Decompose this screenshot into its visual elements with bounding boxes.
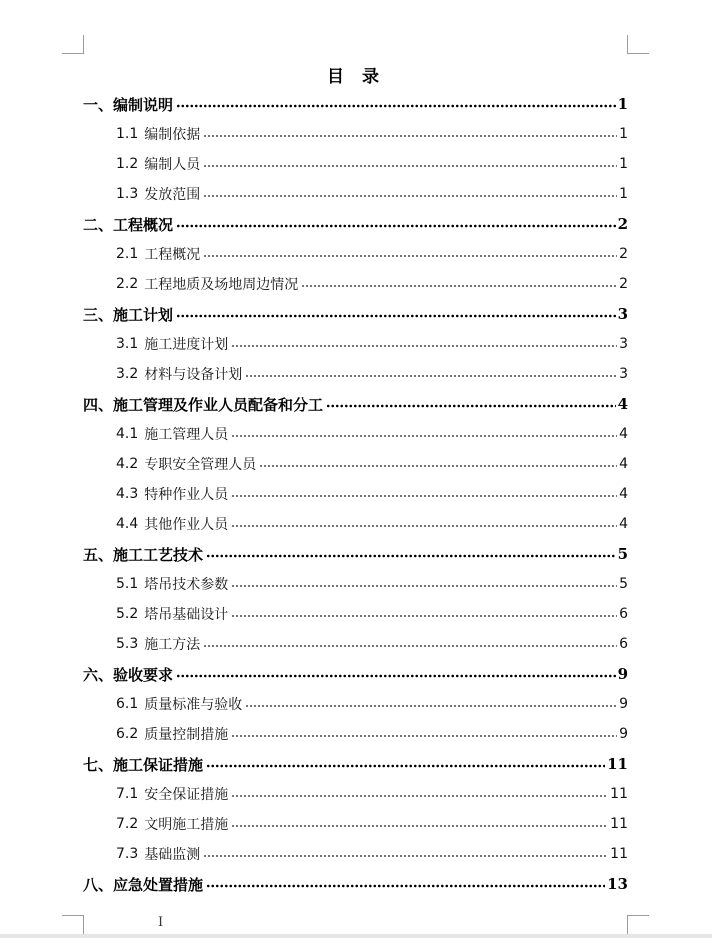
dot-leader [203,129,617,143]
toc-entry-number: 1.2 [116,156,139,172]
toc-entry-number: 4.1 [116,426,139,442]
crop-mark-top-right [627,53,649,54]
toc-section-entry[interactable] [83,719,628,749]
toc-page-number: 4 [619,516,628,532]
dot-leader [176,219,616,233]
toc-chapter-entry[interactable] [83,869,628,899]
toc-chapter-entry[interactable] [83,89,628,119]
toc-entry-title: 其他作业人员 [144,517,229,533]
crop-mark-top-left [83,35,84,54]
toc-page-number: 13 [607,875,628,893]
toc-entry-title: 施工管理人员 [144,427,229,443]
dot-leader [203,249,617,263]
toc-entry-title: 八、应急处置措施 [83,875,204,894]
toc-page-number: 3 [619,336,628,352]
toc-section-entry[interactable] [83,329,628,359]
toc-page-number: 2 [619,276,628,292]
toc-section-entry[interactable] [83,509,628,539]
toc-page-number: 9 [617,665,628,683]
toc-page-number: 5 [617,545,628,563]
toc-entry-number: 3.1 [116,336,139,352]
toc-entry-number: 2.2 [116,276,139,292]
toc-entry-title: 塔吊技术参数 [144,577,229,593]
dot-leader [203,849,608,863]
toc-entry-title: 四、施工管理及作业人员配备和分工 [83,395,324,414]
toc-entry-number: 6.1 [116,696,139,712]
toc-page-number: 3 [619,366,628,382]
dot-leader [206,759,605,773]
toc-entry-number: 1.3 [116,186,139,202]
toc-entry-number: 7.3 [116,846,139,862]
crop-mark-bottom-right [627,915,628,934]
toc-page-number: 4 [619,486,628,502]
page-bottom-edge [0,934,712,938]
toc-entry-title: 特种作业人员 [144,487,229,503]
toc-entry-title: 基础监测 [144,847,201,863]
toc-section-entry[interactable] [83,599,628,629]
toc-entry-number: 5.3 [116,636,139,652]
toc-page-number: 4 [617,395,628,413]
toc-entry-number: 3.2 [116,366,139,382]
toc-entry-number: 5.1 [116,576,139,592]
toc-entry-title: 五、施工工艺技术 [83,545,204,564]
text-cursor-icon: I [158,915,164,930]
toc-chapter-entry[interactable] [83,299,628,329]
toc-entry-title: 施工方法 [144,637,201,653]
dot-leader [203,189,617,203]
toc-section-entry[interactable] [83,449,628,479]
dot-leader [301,279,617,293]
toc-page-number: 2 [617,215,628,233]
toc-entry-title: 材料与设备计划 [144,367,243,383]
toc-section-entry[interactable] [83,119,628,149]
toc-page-number: 6 [619,636,628,652]
toc-page-number: 4 [619,426,628,442]
toc-section-entry[interactable] [83,809,628,839]
dot-leader [231,819,608,833]
toc-page-number: 1 [619,126,628,142]
toc-entry-title: 专职安全管理人员 [144,457,257,473]
crop-mark-bottom-left [83,915,84,934]
toc-chapter-entry[interactable] [83,209,628,239]
toc-page-number: 11 [607,755,628,773]
toc-section-entry[interactable] [83,479,628,509]
toc-chapter-entry[interactable] [83,659,628,689]
toc-page-number: 6 [619,606,628,622]
toc-page-number: 11 [610,786,628,802]
toc-page-number: 11 [610,816,628,832]
crop-mark-bottom-right [627,915,649,916]
toc-entry-title: 发放范围 [144,187,201,203]
crop-mark-top-right [627,35,628,54]
toc-page-number: 1 [619,156,628,172]
toc-entry-title: 六、验收要求 [83,665,174,684]
toc-section-entry[interactable] [83,239,628,269]
toc-entry-number: 6.2 [116,726,139,742]
dot-leader [245,699,617,713]
toc-entry-title: 编制人员 [144,157,201,173]
toc-page-number: 5 [619,576,628,592]
dot-leader [231,609,617,623]
toc-entry-title: 三、施工计划 [83,305,174,324]
toc-page-number: 9 [619,726,628,742]
toc-title: 目 录 [327,67,385,87]
toc-chapter-entry[interactable] [83,749,628,779]
toc-entry-title: 工程地质及场地周边情况 [144,277,299,293]
toc-entry-number: 5.2 [116,606,139,622]
dot-leader [203,159,617,173]
toc-entry-title: 七、施工保证措施 [83,755,204,774]
toc-page-number: 1 [619,186,628,202]
toc-entry-number: 2.1 [116,246,139,262]
toc-entry-title: 编制依据 [144,127,201,143]
toc-section-entry[interactable] [83,359,628,389]
toc-section-entry[interactable] [83,179,628,209]
toc-section-entry[interactable] [83,629,628,659]
dot-leader [203,639,617,653]
dot-leader [231,429,617,443]
dot-leader [231,789,608,803]
toc-entry-number: 4.3 [116,486,139,502]
toc-page-number: 1 [617,95,628,113]
toc-page-number: 3 [617,305,628,323]
toc-entry-title: 安全保证措施 [144,787,229,803]
toc-entry-title: 施工进度计划 [144,337,229,353]
toc-entry-number: 4.4 [116,516,139,532]
dot-leader [206,549,616,563]
dot-leader [176,669,616,683]
toc-entry-title: 文明施工措施 [144,817,229,833]
dot-leader [176,309,616,323]
toc-section-entry[interactable] [83,689,628,719]
dot-leader [231,579,617,593]
dot-leader [231,489,617,503]
toc-entry-title: 质量控制措施 [144,727,229,743]
toc-chapter-entry[interactable] [83,389,628,419]
toc-entry-number: 7.1 [116,786,139,802]
toc-entry-title: 工程概况 [144,247,201,263]
toc-entry-number: 1.1 [116,126,139,142]
table-of-contents [83,89,628,899]
toc-section-entry[interactable] [83,569,628,599]
crop-mark-bottom-left [62,915,84,916]
toc-page-number: 4 [619,456,628,472]
toc-page-number: 11 [610,846,628,862]
toc-entry-number: 7.2 [116,816,139,832]
toc-entry-title: 二、工程概况 [83,215,174,234]
dot-leader [231,339,617,353]
dot-leader [231,519,617,533]
dot-leader [176,99,616,113]
dot-leader [231,729,617,743]
dot-leader [259,459,617,473]
toc-section-entry[interactable] [83,269,628,299]
toc-section-entry[interactable] [83,419,628,449]
toc-chapter-entry[interactable] [83,539,628,569]
crop-mark-top-left [62,53,84,54]
toc-entry-title: 一、编制说明 [83,95,174,114]
toc-entry-number: 4.2 [116,456,139,472]
dot-leader [206,879,605,893]
toc-entry-title: 塔吊基础设计 [144,607,229,623]
toc-page-number: 9 [619,696,628,712]
toc-section-entry[interactable] [83,149,628,179]
dot-leader [326,399,616,413]
dot-leader [245,369,617,383]
toc-section-entry[interactable] [83,839,628,869]
toc-section-entry[interactable] [83,779,628,809]
toc-page-number: 2 [619,246,628,262]
toc-entry-title: 质量标准与验收 [144,697,243,713]
